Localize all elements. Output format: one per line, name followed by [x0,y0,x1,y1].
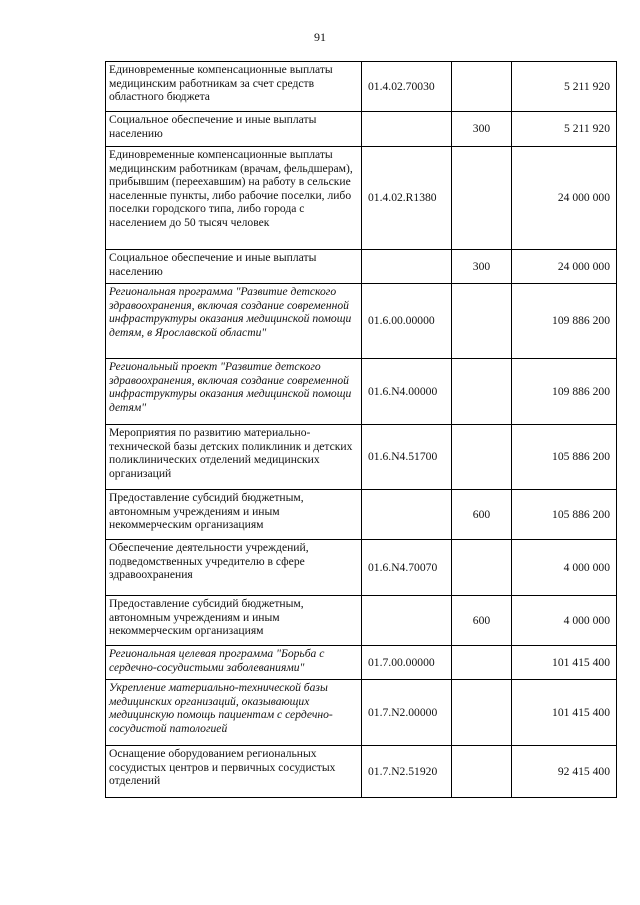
row-code [362,596,452,646]
table-row [106,596,617,646]
row-code: 01.7.00.00000 [362,646,452,680]
row-expense-type [452,359,512,425]
row-name: Мероприятия по развитию материально-технической базы детских поликлиник и детских поликлинических отделений медицинских организаций [106,425,362,490]
row-expense-type [452,425,512,490]
row-sum: 105 886 200 [512,425,617,490]
row-expense-type: 600 [452,490,512,540]
table-row [106,359,617,425]
row-sum: 109 886 200 [512,284,617,359]
row-name: Единовременные компенсационные выплаты медицинским работникам (врачам, фельдшерам), прибывшим (переехавшим) на работу в сельские населенные пункты, либо рабочие поселки, либо поселки городского типа, либо города с населением до 50 тысяч человек [106,147,362,250]
row-sum: 109 886 200 [512,359,617,425]
row-code: 01.6.00.00000 [362,284,452,359]
row-expense-type [452,147,512,250]
row-code: 01.7.N2.51920 [362,746,452,798]
row-sum: 101 415 400 [512,646,617,680]
table-row [106,62,617,112]
row-code: 01.6.N4.00000 [362,359,452,425]
row-code [362,490,452,540]
table-row [106,147,617,250]
row-name: Оснащение оборудованием региональных сосудистых центров и первичных сосудистых отделений [106,746,362,798]
row-expense-type [452,646,512,680]
row-expense-type [452,62,512,112]
row-sum: 5 211 920 [512,112,617,147]
row-code: 01.6.N4.70070 [362,540,452,596]
table-row [106,646,617,680]
table-row [106,112,617,147]
row-code: 01.7.N2.00000 [362,680,452,746]
row-code [362,112,452,147]
row-name: Предоставление субсидий бюджетным, автономным учреждениям и иным некоммерческим организациям [106,596,362,646]
budget-table-body [106,62,617,798]
row-sum: 4 000 000 [512,540,617,596]
row-name: Укрепление материально-технической базы медицинских организаций, оказывающих медицинскую помощь пациентам с сердечно-сосудистой патологией [106,680,362,746]
page-number: 91 [314,30,326,44]
row-sum: 101 415 400 [512,680,617,746]
row-name: Региональный проект "Развитие детского здравоохранения, включая создание современной инфраструктуры оказания медицинской помощи детям" [106,359,362,425]
table-row [106,425,617,490]
row-name: Социальное обеспечение и иные выплаты населению [106,112,362,147]
row-expense-type: 300 [452,250,512,284]
table-row [106,284,617,359]
table-row [106,250,617,284]
row-sum: 24 000 000 [512,250,617,284]
row-sum: 24 000 000 [512,147,617,250]
row-code: 01.4.02.70030 [362,62,452,112]
row-sum: 92 415 400 [512,746,617,798]
row-expense-type [452,540,512,596]
row-code: 01.4.02.R1380 [362,147,452,250]
row-code [362,250,452,284]
table-row [106,490,617,540]
table-row [106,540,617,596]
row-sum: 105 886 200 [512,490,617,540]
row-expense-type [452,680,512,746]
row-name: Обеспечение деятельности учреждений, подведомственных учредителю в сфере здравоохранения [106,540,362,596]
row-expense-type: 600 [452,596,512,646]
row-expense-type [452,746,512,798]
table-row [106,680,617,746]
row-name: Единовременные компенсационные выплаты медицинским работникам за счет средств областного бюджета [106,62,362,112]
budget-table [105,61,617,798]
row-expense-type [452,284,512,359]
row-name: Социальное обеспечение и иные выплаты населению [106,250,362,284]
row-name: Предоставление субсидий бюджетным, автономным учреждениям и иным некоммерческим организациям [106,490,362,540]
row-code: 01.6.N4.51700 [362,425,452,490]
row-expense-type: 300 [452,112,512,147]
row-sum: 4 000 000 [512,596,617,646]
table-row [106,746,617,798]
row-name: Региональная целевая программа "Борьба с сердечно-сосудистыми заболеваниями" [106,646,362,680]
row-name: Региональная программа "Развитие детского здравоохранения, включая создание современной инфраструктуры оказания медицинской помощи детям, в Ярославской области" [106,284,362,359]
row-sum: 5 211 920 [512,62,617,112]
